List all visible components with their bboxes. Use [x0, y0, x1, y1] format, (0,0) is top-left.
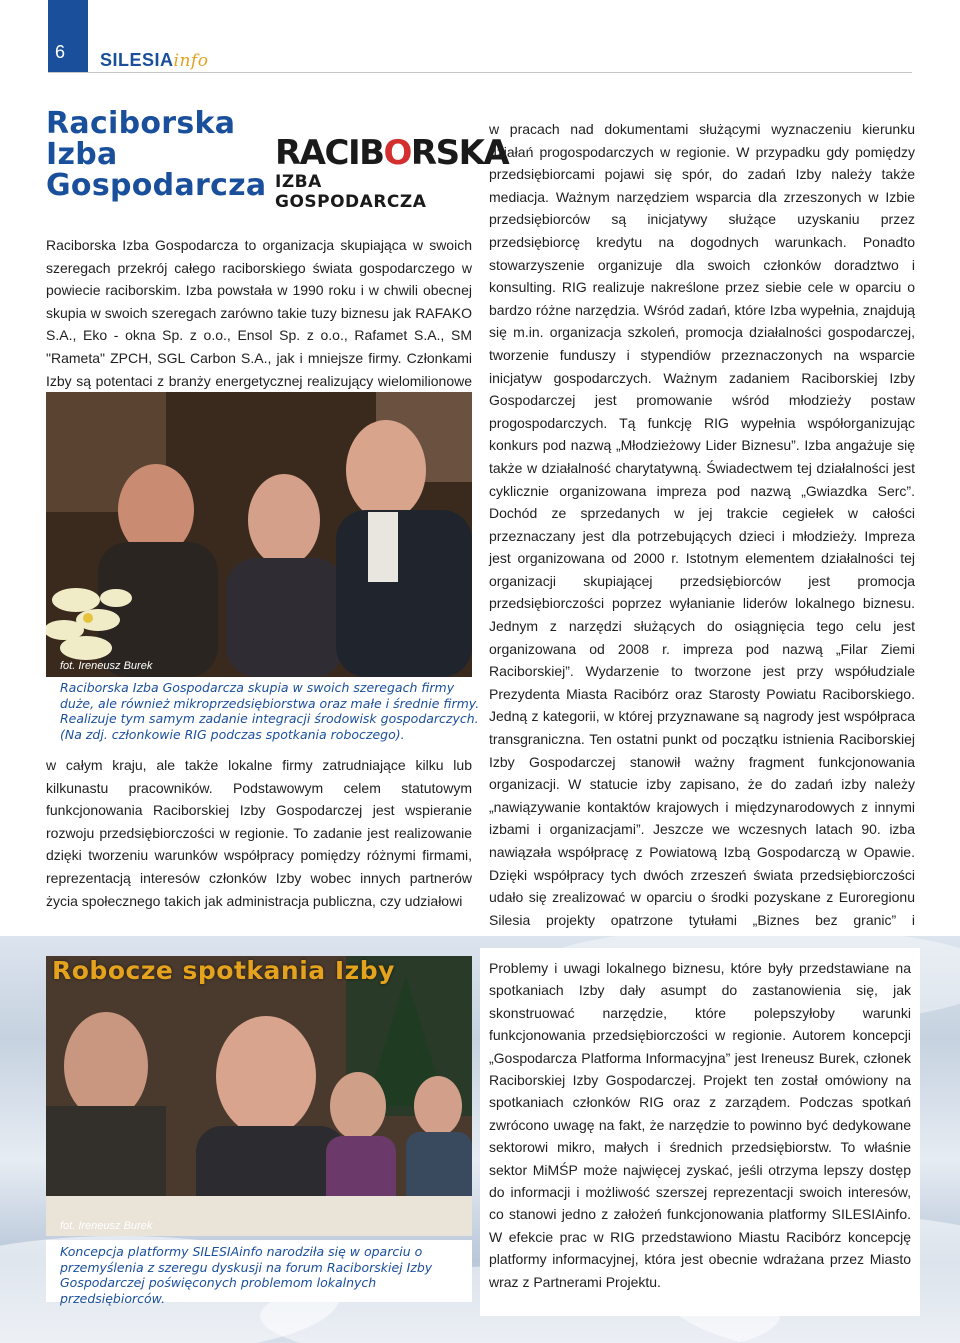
title-line-3: Gospodarcza	[46, 168, 267, 203]
photo2-caption: Koncepcja platformy SILESIAinfo narodziła się w oparciu o przemyślenia z szeregu dyskusji na forum Raciborskiej Izby Gospodarczej poświęconych problemom lokalnych przedsiębiorców.	[60, 1244, 433, 1306]
photo1-caption: Raciborska Izba Gospodarcza skupia w swoich szeregach firmy duże, ale również mikroprzedsiębiorstwa oraz małe i średnie firmy. Realizuje tym samym zadanie integracji środowisk gospodarczych. (Na zdj. członkowie RIG podczas spotkania roboczego).	[60, 680, 480, 742]
brand-main: SILESIA	[100, 50, 174, 70]
page-number: 6	[55, 42, 66, 62]
header-divider	[48, 72, 912, 73]
left-column-paragraph: w całym kraju, ale także lokalne firmy zatrudniające kilku lub kilkunastu pracowników. Podstawowym celem statutowym funkcjonowania Raciborskiej Izby Gospodarczej jest wspieranie rozwoju przedsiębiorczości w regionie. To zadanie jest realizowanie dzięki tworzeniu warunków współpracy pomiędzy różnymi firmami, reprezentacją interesów członków Izby wobec innych partnerów życia społecznego takich jak administracja publiczna, czy udziałowi	[46, 757, 472, 909]
article-title	[46, 108, 266, 201]
brand-logo	[100, 50, 208, 71]
meeting-photo-2	[46, 956, 472, 1236]
meeting-photo-illustration	[46, 392, 472, 677]
section-heading: Robocze spotkania Izby	[52, 956, 395, 985]
right-column-paragraph: w pracach nad dokumentami służącymi wyznaczeniu kierunku działań progospodarczych w regionie. W przypadku gdy pomiędzy przedsiębiorcami pojawi się spór, do zadań Izby należy także mediacja. Ważnym narzędziem wsparcia dla zrzeszonych w Izbie przedsiębiorców są inicjatywy służące uzyskaniu przez przedsiębiorcę kredytu na dogodnych warunkach. Ponadto stowarzyszenie organizuje dla swoich członków doradztwo i konsulting. RIG realizuje nakreślone przez siebie cele w oparciu o bardzo różne narzędzia. Wśród zadań, które Izba wypełnia, znajdują się m.in. organizacja szkoleń, promocja działalności gospodarczej, tworzenie funduszy i stypendiów przeznaczonych na wsparcie inicjatyw gospodarczych. Ważnym zadaniem Raciborskiej Izby Gospodarczej jest promowanie wśród młodzieży postaw progospodarczych. Tą funkcję RIG wypełnia współorganizując konkurs pod nazwą „Młodzieżowy Lider Biznesu”. Izba angażuje się także w działalność charytatywną. Świadectwem tej działalności jest cyklicznie organizowana impreza pod nazwą „Gwiazdka Serc”. Dochód ze sprzedanych w jej trakcie cegiełek w całości przeznaczany jest dla potrzebujących dzieci i młodzieży. Impreza jest organizowana od 2000 r. Istotnym elementem działalności tej organizacji skupiającej przedsiębiorców jest promocja przedsiębiorczości poprzez wyłanianie liderów lokalnego biznesu. Jednym z narzędzi służących do osiągnięcia tego celu jest organizowana od 2008 r. impreza pod nazwą „Filar Ziemi Raciborskiej”. Wydarzenie to tworzone jest przy współudziale Prezydenta Miasta Racibórz oraz Starosty Powiatu Raciborskiego. Jedną z kategorii, w której przyznawane są nagrody jest współpraca transgraniczna. Ten ostatni punkt od początku istnienia Raciborskiej Izby Gospodarczej stanowił ważny fragment funkcjonowania organizacji. W statucie izby zapisano, że do zadań izby należy „nawiązywanie kontaktów krajowych i międzynarodowych z innymi izbami i organizacjami”. Jeszcze we wczesnych latach 90. izba nawiązała współpracę z Powiatową Izbą Gospodarczą w Opawie. Dzięki współpracy tych dwóch zrzeszeń świata przedsiębiorczości udało się zrealizować w oparciu o środki pozyskane z Euroregionu Silesia projekty opatrzone tytułami „Biznes bez granic” i	[489, 121, 915, 928]
logo-text-a: RACIB	[275, 133, 384, 173]
sidebar-paragraph: Problemy i uwagi lokalnego biznesu, które były przedstawiane na spotkaniach Izby dały asumpt do zastanowienia się, jak skonstruować narzędzie, które polepszyłoby warunki funkcjonowania przedsiębiorczości w regionie. Autorem koncepcji „Gospodarcza Platforma Informacyjna” jest Ireneusz Burek, członek Raciborskiej Izby Gospodarczej. Projekt ten został omówiony na spotkaniach członków RIG oraz z zarządem. Podczas spotkań zwrócono uwagę na fakt, że narzędzie to powinno być dedykowane sektorowi mikro, małych i średnich przedsiębiorstw. To właśnie sektor MiMŚP może najwięcej zyskać, jeśli otrzyma lepszy dostęp do informacji i możliwość szerszej reprezentacji swoich interesów, co stanowi jedno z założeń funkcjonowania platformy SILESIAinfo. W efekcie prac w RIG przedstawiono Miastu Racibórz koncepcję platformy informacyjnej, która jest obecnie wdrażana przez Miasto wraz z Partnerami Projektu.	[489, 960, 911, 1290]
meeting-photo-2-illustration	[46, 956, 472, 1236]
title-line-1: Raciborska	[46, 106, 236, 141]
photo2-credit: fot. Ireneusz Burek	[60, 1220, 153, 1232]
title-line-2: Izba	[46, 137, 118, 172]
rig-logo	[275, 133, 509, 212]
meeting-photo	[46, 392, 472, 677]
logo-emblem-o: O	[383, 133, 411, 173]
intro-paragraph: Raciborska Izba Gospodarcza to organizacja skupiająca w swoich szeregach przekrój całego raciborskiego świata gospodarczego w powiecie raciborskim. Izba powstała w 1990 roku i w chwili obecnej skupia w swoich szeregach zarówno takie tuzy biznesu jak RAFAKO S.A., Eko - okna Sp. z o.o., Ensol Sp. z o.o., Rafamet S.A., SM "Rameta" ZPCH, SGL Carbon S.A., jak i mniejsze firmy. Członkami Izby są potentaci z branży energetycznej realizujący wielomilionowe	[46, 237, 472, 389]
logo-text-b: RSKA	[410, 133, 509, 173]
page-number-tab	[48, 0, 88, 72]
logo-subtitle: IZBA GOSPODARCZA	[275, 172, 427, 212]
brand-script: info	[173, 51, 209, 71]
photo1-credit: fot. Ireneusz Burek	[60, 660, 153, 672]
